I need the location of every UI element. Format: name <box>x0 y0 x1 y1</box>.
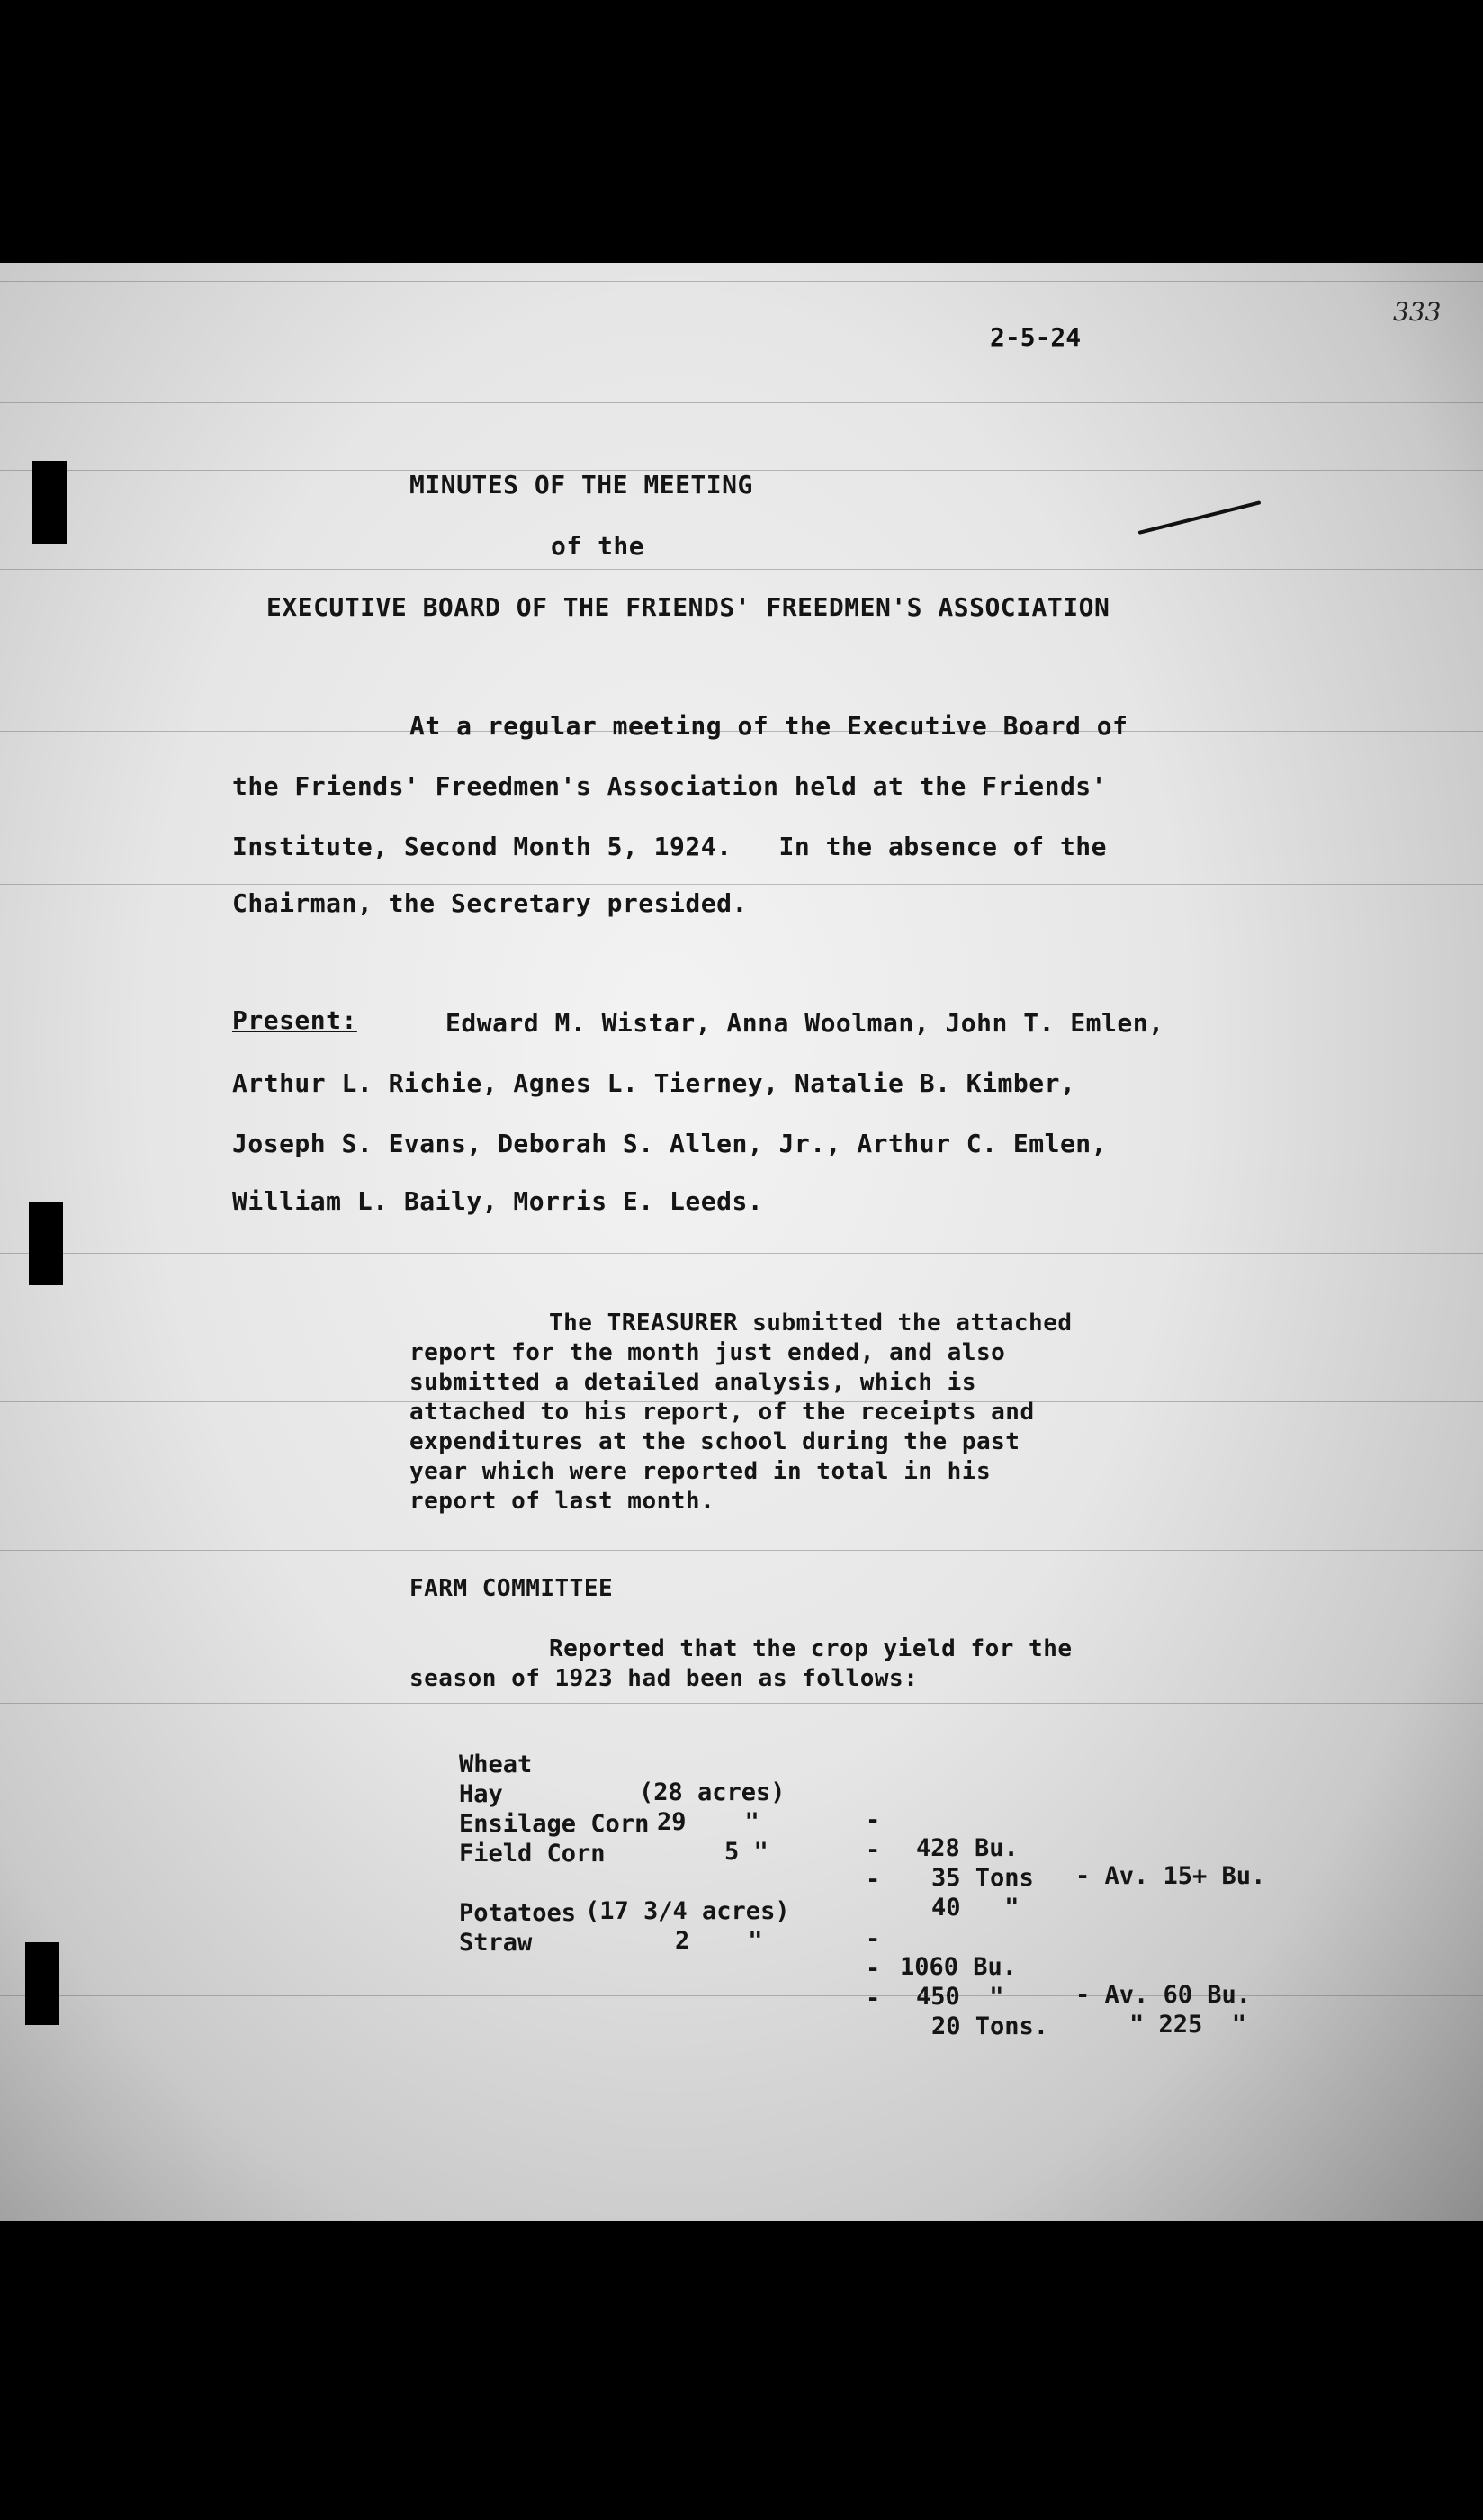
crop-area: (17 3/4 acres) <box>585 1897 790 1925</box>
crop-dash: - <box>866 1955 881 1983</box>
crop-yield: 428 Bu. <box>916 1834 1019 1862</box>
crop-area: (28 acres) <box>639 1778 786 1806</box>
present-line: Arthur L. Richie, Agnes L. Tierney, Natalie B. Kimber, <box>232 1068 1076 1098</box>
farm-line: Reported that the crop yield for the <box>549 1635 1073 1662</box>
present-line: Joseph S. Evans, Deborah S. Allen, Jr., Arthur C. Emlen, <box>232 1129 1108 1158</box>
treasurer-line: attached to his report, of the receipts and <box>409 1399 1035 1426</box>
document-date: 2-5-24 <box>990 322 1082 352</box>
crop-dash: - <box>866 1806 881 1834</box>
crop-yield: 450 " <box>916 1983 1004 2011</box>
intro-line: Chairman, the Secretary presided. <box>232 888 748 918</box>
crop-name: Hay <box>459 1780 503 1808</box>
title-line-3: EXECUTIVE BOARD OF THE FRIENDS' FREEDMEN'S ASSOCIATION <box>266 592 1110 622</box>
margin-marker-bottom <box>25 1942 59 2025</box>
intro-line: the Friends' Freedmen's Association held at the Friends' <box>232 771 1108 801</box>
crop-yield: 20 Tons. <box>931 2012 1049 2040</box>
crop-dash: - <box>866 1925 881 1953</box>
crop-name: Field Corn <box>459 1840 606 1868</box>
crop-name: Straw <box>459 1929 533 1957</box>
present-line: Edward M. Wistar, Anna Woolman, John T. Emlen, <box>445 1008 1164 1038</box>
crop-dash: - <box>866 1866 881 1894</box>
present-line: William L. Baily, Morris E. Leeds. <box>232 1186 764 1216</box>
crop-yield: 1060 Bu. <box>900 1953 1018 1981</box>
crop-average: - Av. 60 Bu. <box>1075 1981 1252 2009</box>
crop-yield-table <box>459 1723 1266 2040</box>
crop-name: Wheat <box>459 1750 533 1778</box>
crop-yield: 40 " <box>931 1894 1020 1922</box>
crop-average: " 225 " <box>1129 2011 1247 2038</box>
crop-area: 5 " <box>724 1838 768 1866</box>
crop-area: 2 " <box>675 1927 763 1955</box>
page-number: 333 <box>1393 297 1442 327</box>
crop-dash: - <box>866 1836 881 1864</box>
farm-line: season of 1923 had been as follows: <box>409 1665 919 1692</box>
title-line-1: MINUTES OF THE MEETING <box>409 470 753 500</box>
crop-name: Ensilage Corn <box>459 1810 650 1838</box>
treasurer-line: year which were reported in total in his <box>409 1458 992 1485</box>
crop-average: - Av. 15+ Bu. <box>1075 1862 1266 1890</box>
crop-yield: 35 Tons <box>931 1864 1034 1892</box>
treasurer-line: report of last month. <box>409 1488 715 1515</box>
intro-line: Institute, Second Month 5, 1924. In the absence of the <box>232 832 1108 861</box>
farm-committee-heading: FARM COMMITTEE <box>409 1575 614 1602</box>
crop-name: Potatoes <box>459 1899 577 1927</box>
treasurer-line: The TREASURER submitted the attached <box>549 1310 1073 1336</box>
present-label: Present: <box>232 1005 357 1035</box>
title-line-2: of the <box>551 531 645 561</box>
crop-dash: - <box>866 1984 881 2012</box>
treasurer-line: report for the month just ended, and also <box>409 1339 1006 1366</box>
margin-marker-middle <box>29 1202 63 1285</box>
pen-mark <box>1138 500 1262 535</box>
treasurer-line: expenditures at the school during the past <box>409 1428 1020 1455</box>
treasurer-line: submitted a detailed analysis, which is <box>409 1369 976 1396</box>
crop-area: 29 " <box>657 1808 759 1836</box>
intro-line: At a regular meeting of the Executive Board of <box>409 711 1128 741</box>
margin-marker-top <box>32 461 67 544</box>
